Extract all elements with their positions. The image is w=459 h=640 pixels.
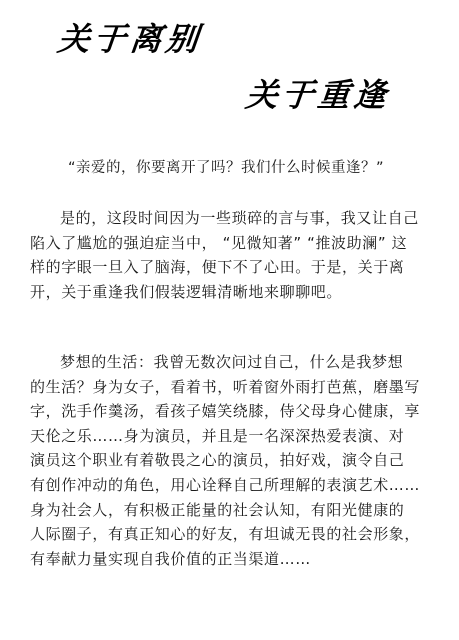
paragraph-2 xyxy=(30,350,451,571)
paragraph-2-line: 梦想的生活：我曾无数次问过自己，什么是我梦想 xyxy=(60,353,404,371)
paragraph-1-line: 开，关于重逢我们假装逻辑清晰地来聊聊吧。 xyxy=(30,282,343,301)
paragraph-1 xyxy=(30,206,451,304)
paragraph-2-line: 身为社会人，有积极正能量的社会认知，有阳光健康的 xyxy=(30,500,405,519)
opening-quote: “亲爱的，你要离开了吗？我们什么时候重逢？” xyxy=(68,160,385,176)
paragraph-1-line: 是的，这段时间因为一些琐碎的言与事，我又让自己 xyxy=(60,209,419,227)
paragraph-2-line: 演员这个职业有着敬畏之心的演员，拍好戏，演令自己 xyxy=(30,451,405,470)
paragraph-2-line: 字，洗手作羹汤，看孩子嬉笑绕膝，侍父母身心健康，享 xyxy=(30,402,421,421)
paragraph-2-line: 人际圈子，有真正知心的好友，有坦诚无畏的社会形象， xyxy=(30,525,421,544)
paragraph-1-line: 陷入了尴尬的强迫症当中， “见微知著” “推波助澜” 这 xyxy=(30,233,408,252)
paragraph-2-line: 有创作冲动的角色，用心诠释自己所理解的表演艺术…… xyxy=(30,475,421,494)
paragraph-2-line: 天伦之乐……身为演员，并且是一名深深热爱表演、对 xyxy=(30,426,405,445)
paragraph-2-line: 有奉献力量实现自我价值的正当渠道…… xyxy=(30,549,311,568)
title-line-2: 关于重逢 xyxy=(243,76,392,114)
paragraph-1-line: 样的字眼一旦入了脑海，便下不了心田。于是，关于离 xyxy=(30,258,405,277)
title-line-1: 关于离别 xyxy=(55,20,204,58)
paragraph-2-line: 的生活？身为女子，看着书，听着窗外雨打芭蕉，磨墨写 xyxy=(30,377,421,396)
